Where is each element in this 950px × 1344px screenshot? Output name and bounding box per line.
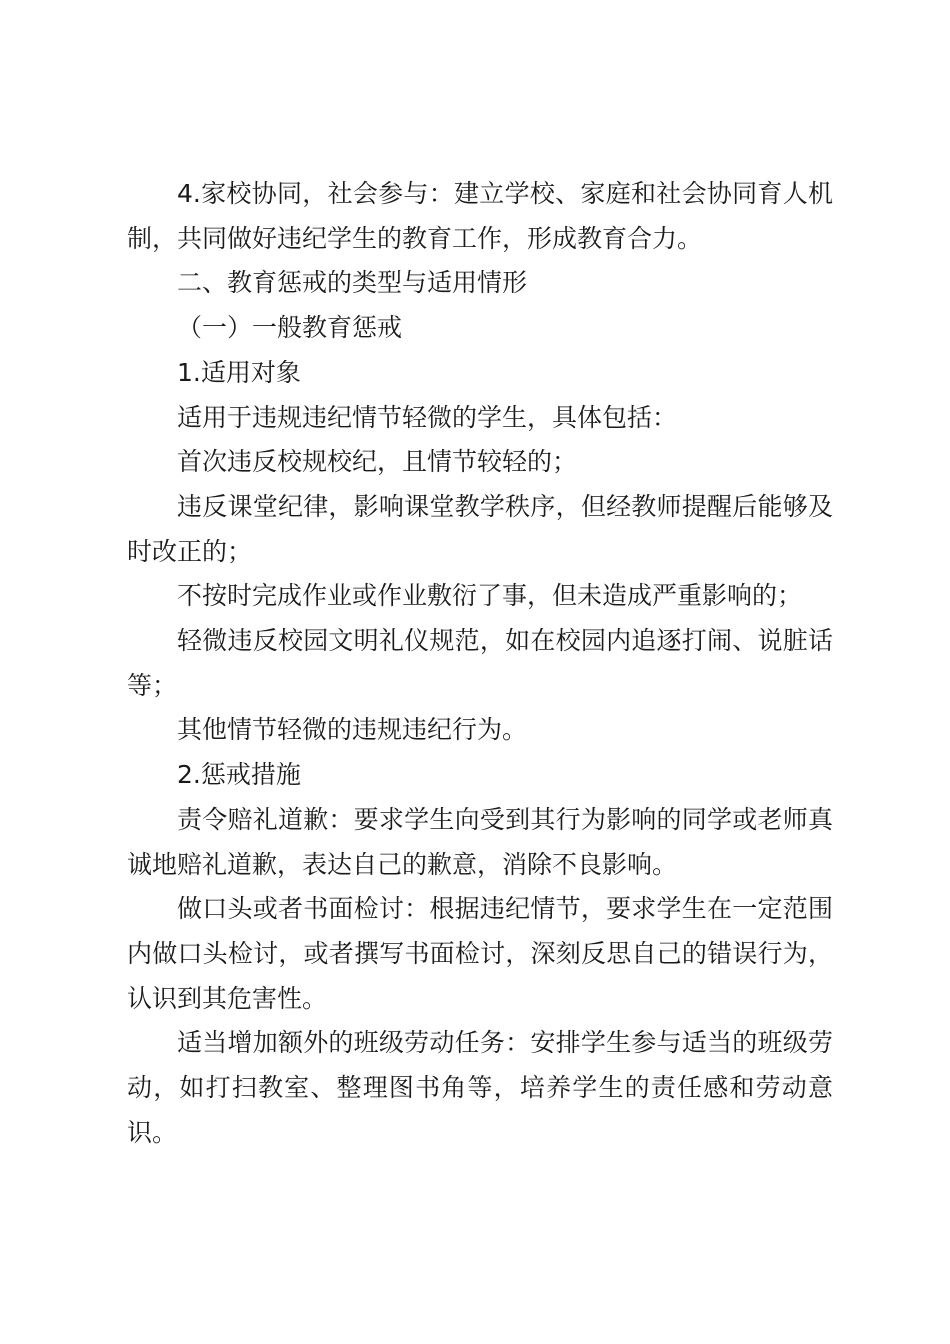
paragraph-self-criticism: 做口头或者书面检讨：根据违纪情节，要求学生在一定范围内做口头检讨，或者撰写书面检讨，深刻反思自己的错误行为，认识到其危害性。 (127, 894, 833, 1013)
paragraph-home-school-cooperation: 4.家校协同，社会参与：建立学校、家庭和社会协同育人机制，共同做好违纪学生的教育工作，形成教育合力。 (127, 179, 833, 253)
list-item-homework: 不按时完成作业或作业敷衍了事，但未造成严重影响的； (177, 581, 803, 611)
paragraph-apology: 责令赔礼道歉：要求学生向受到其行为影响的同学或老师真诚地赔礼道歉，表达自己的歉意，消除不良影响。 (127, 804, 833, 879)
subsection-heading-general: （一）一般教育惩戒 (177, 313, 403, 343)
list-item-classroom-discipline: 违反课堂纪律，影响课堂教学秩序，但经教师提醒后能够及时改正的； (127, 491, 833, 566)
item-heading-measures: 2.惩戒措施 (177, 760, 301, 790)
document-body (127, 172, 833, 1155)
paragraph-applicable-intro: 适用于违规违纪情节轻微的学生，具体包括： (177, 402, 678, 432)
list-item-other-minor: 其他情节轻微的违规违纪行为。 (177, 715, 528, 745)
section-heading-types: 二、教育惩戒的类型与适用情形 (177, 268, 528, 298)
list-item-etiquette: 轻微违反校园文明礼仪规范，如在校园内追逐打闹、说脏话等； (127, 626, 833, 700)
item-heading-applicable-objects: 1.适用对象 (177, 357, 301, 387)
paragraph-extra-labor: 适当增加额外的班级劳动任务：安排学生参与适当的班级劳动，如打扫教室、整理图书角等，培养学生的责任感和劳动意识。 (127, 1028, 833, 1147)
list-item-first-violation: 首次违反校规校纪，且情节较轻的； (177, 447, 578, 477)
